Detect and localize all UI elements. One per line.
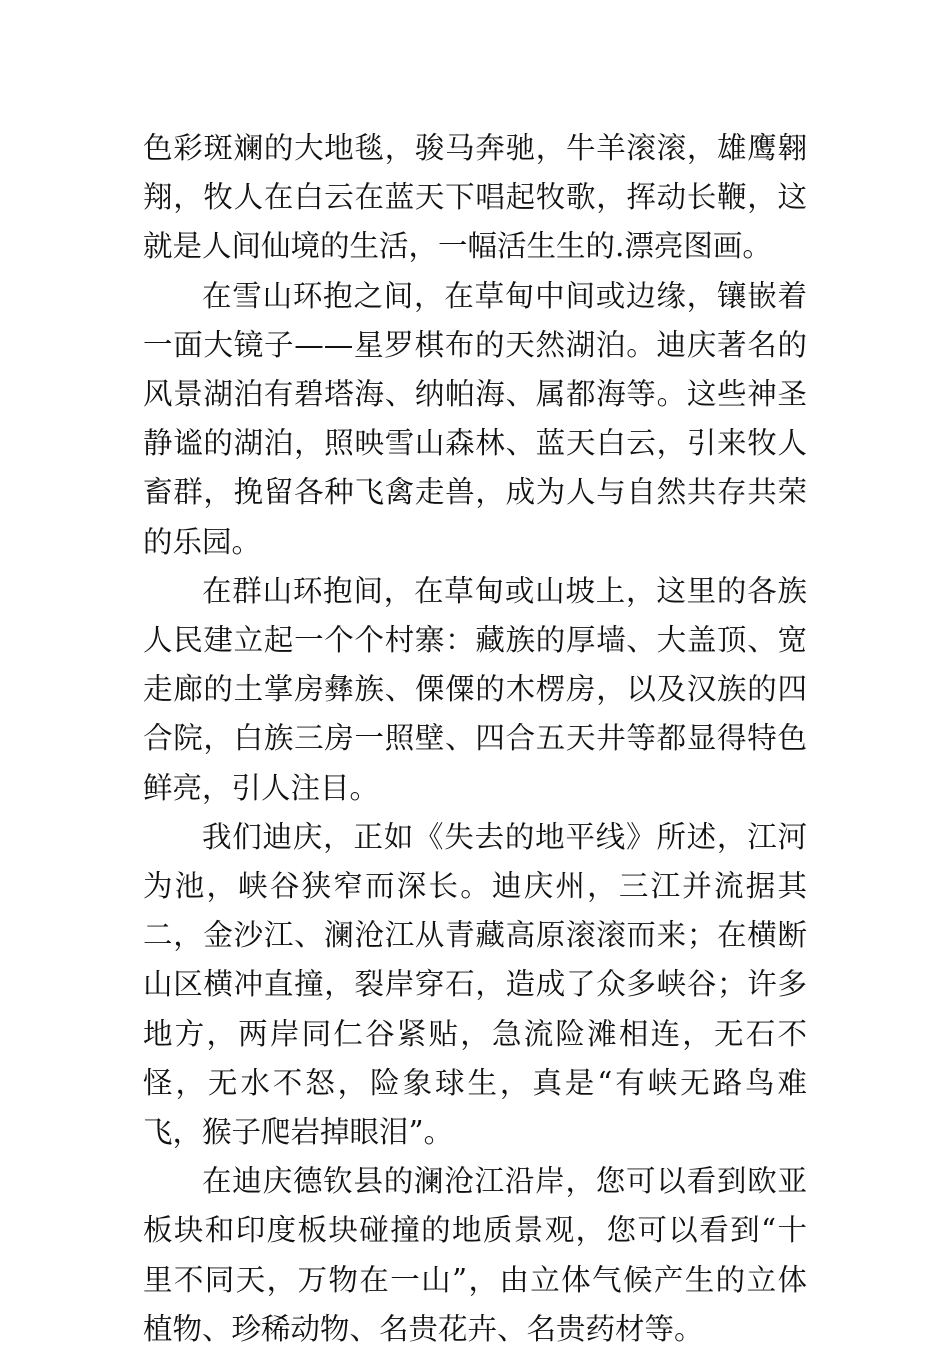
- paragraph-3: 在群山环抱间，在草甸或山坡上，这里的各族人民建立起一个个村寨：藏族的厚墙、大盖顶、宽走廊的土掌房彝族、傈僳的木楞房，以及汉族的四合院，白族三房一照壁、四合五天井等都显得特色鲜亮，引人注目。: [143, 573, 807, 805]
- paragraph-2: 在雪山环抱之间，在草甸中间或边缘，镶嵌着一面大镜子——星罗棋布的天然湖泊。迪庆著名的风景湖泊有碧塔海、纳帕海、属都海等。这些神圣静谧的湖泊，照映雪山森林、蓝天白云，引来牧人畜群，挽留各种飞禽走兽，成为人与自然共存共荣的乐园。: [143, 278, 807, 559]
- paragraph-4: 我们迪庆，正如《失去的地平线》所述，江河为池，峡谷狭窄而深长。迪庆州，三江并流据其二，金沙江、澜沧江从青藏高原滚滚而来；在横断山区横冲直撞，裂岸穿石，造成了众多峡谷；许多地方，两岸同仁谷紧贴，急流险滩相连，无石不怪，无水不怒，险象球生，真是“有峡无路鸟难飞，猴子爬岩掉眼泪”。: [143, 819, 807, 1150]
- paragraph-1: 色彩斑斓的大地毯，骏马奔驰，牛羊滚滚，雄鹰翱翔，牧人在白云在蓝天下唱起牧歌，挥动长鞭，这就是人间仙境的生活，一幅活生生的.漂亮图画。: [143, 131, 807, 264]
- document-body: [143, 124, 807, 1354]
- paragraph-5: 在迪庆德钦县的澜沧江沿岸，您可以看到欧亚板块和印度板块碰撞的地质景观，您可以看到“十里不同天，万物在一山”，由立体气候产生的立体植物、珍稀动物、名贵花卉、名贵药材等。: [143, 1164, 807, 1346]
